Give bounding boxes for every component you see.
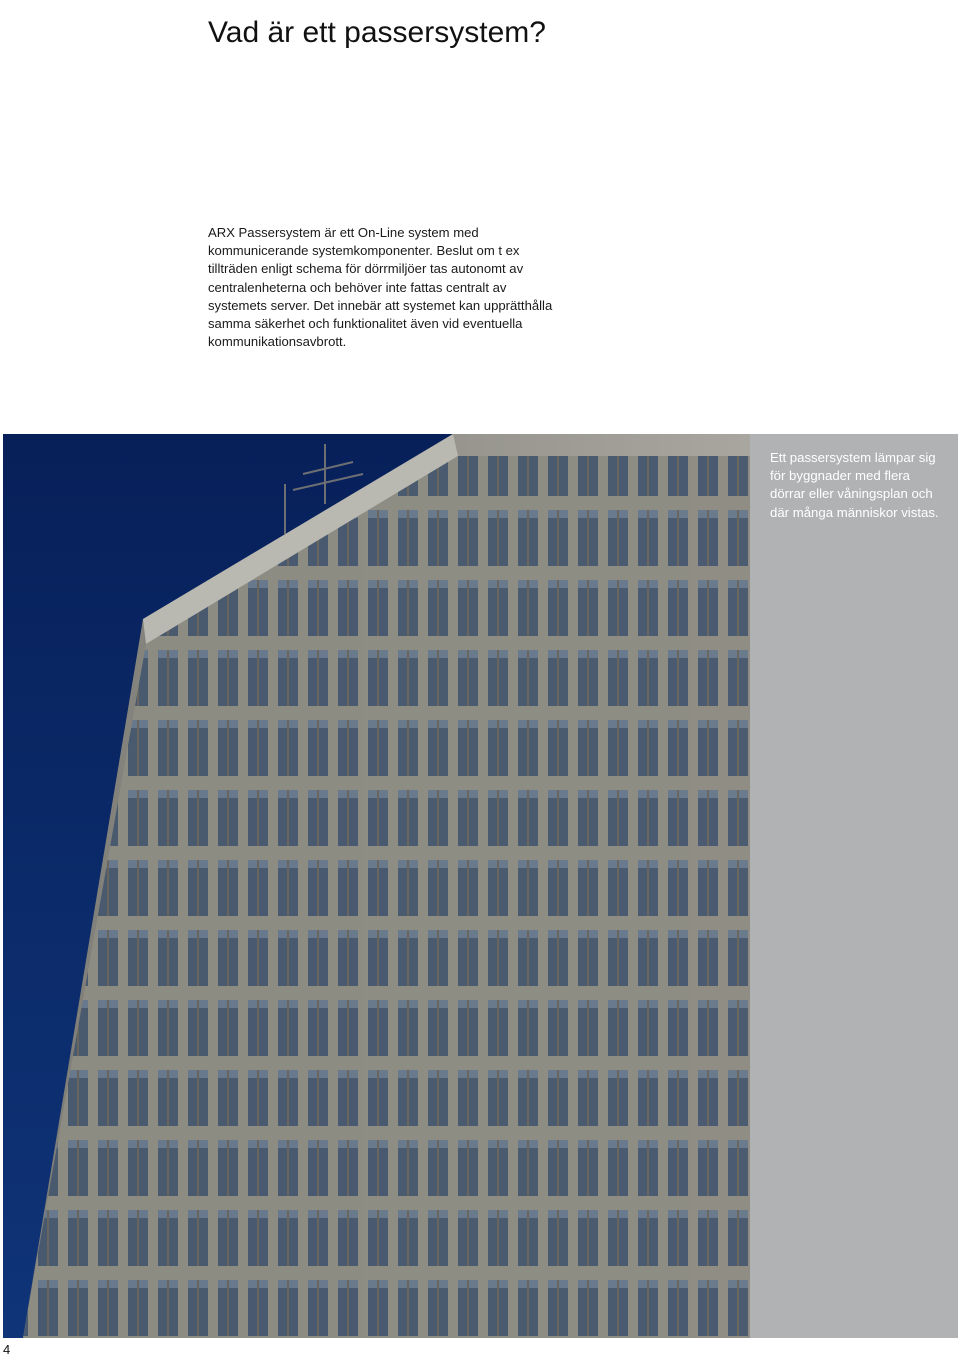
caption-line: där många människor vistas. [770,504,939,520]
photo-caption [770,449,955,522]
intro-line: tillträden enligt schema för dörrmiljöer tas autonomt av [208,261,524,277]
intro-line: kommunicerande systemkomponenter. Beslut om t ex [208,243,520,259]
intro-line: systemets server. Det innebär att systemet kan upprätthålla [208,297,553,313]
intro-line: ARX Passersystem är ett On-Line system med [208,225,479,240]
intro-line: centralenheterna och behöver inte fattas centralt av [208,279,507,295]
caption-line: dörrar eller våningsplan och [770,486,933,502]
page-number: 4 [3,1342,11,1357]
caption-line: Ett passersystem lämpar sig [770,450,936,465]
intro-paragraph [208,224,588,351]
page-title: Vad är ett passersystem? [208,16,546,50]
building-facade-illustration [3,434,750,1338]
caption-line: för byggnader med flera [770,468,911,484]
intro-line: kommunikationsavbrott. [208,334,347,350]
caption-sidebar [750,434,958,1338]
intro-line: samma säkerhet och funktionalitet även vid eventuella [208,316,523,332]
building-facade-photo [3,434,750,1338]
